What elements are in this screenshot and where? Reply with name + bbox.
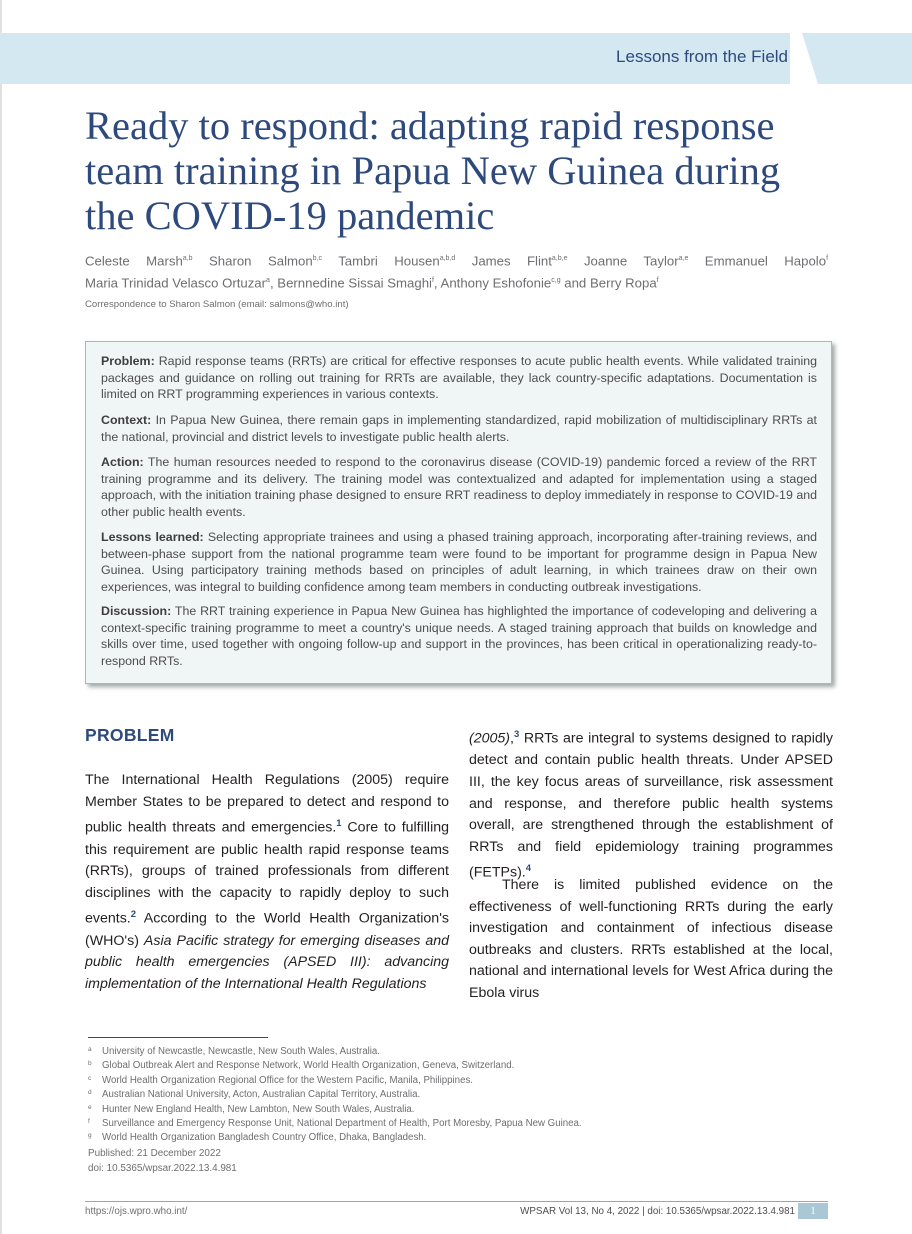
body-column-right xyxy=(469,724,833,885)
abstract-context xyxy=(101,412,817,445)
citation-ref[interactable]: 2 xyxy=(130,909,137,921)
abstract-action xyxy=(101,454,817,520)
body-italic: (2005) xyxy=(469,730,511,747)
footnote-text: World Health Organization Regional Office for the Western Pacific, Manila, Philippines. xyxy=(102,1074,473,1086)
footnote xyxy=(88,1088,788,1102)
author: Emmanuel Hapolo xyxy=(704,253,827,269)
footer-url-link[interactable]: https://ojs.wpro.who.int/ xyxy=(85,1206,188,1217)
footnote-mark: d xyxy=(88,1089,92,1097)
body-italic: Asia Pacific strategy for emerging diseases and public health emergencies (APSED III): advancing implementation of the International Health Regulations xyxy=(85,932,449,992)
author-affiliation: f xyxy=(656,277,659,285)
footnote-text: University of Newcastle, Newcastle, New South Wales, Australia. xyxy=(102,1046,380,1057)
body-text: The International Health Regulations (2005) require Member States to be prepared to detect and respond to public health threats and emergencies. xyxy=(85,772,449,836)
author: Berry Ropa xyxy=(589,275,657,291)
footnote-text: Surveillance and Emergency Response Unit, National Department of Health, Port Moresby, Papua New Guinea. xyxy=(102,1118,582,1130)
abstract-label: Context: xyxy=(101,413,152,427)
footnote-mark: f xyxy=(88,1118,90,1126)
footnote-divider xyxy=(88,1037,268,1038)
author: Maria Trinidad Velasco Ortuzar xyxy=(85,275,267,291)
footer-journal-info: WPSAR Vol 13, No 4, 2022 | doi: 10.5365/wpsar.2022.13.4.981 xyxy=(520,1206,795,1217)
author-affiliation: b,c xyxy=(312,255,323,262)
body-paragraph: There is limited published evidence on the effectiveness of well-functioning RRTs during the early investigation and containment of infectious disease outbreaks and clusters. RRTs established at the local, national and international levels for West Africa during the Ebola virus xyxy=(469,877,833,1001)
author: Anthony Eshofonie xyxy=(440,275,552,291)
author-affiliation: a,b xyxy=(182,255,193,262)
abstract-text: The RRT training experience in Papua New Guinea has highlighted the importance of codeveloping and delivering a context-specific training programme to meet a country's unique needs. A staged training approach that builds on knowledge and skills over time, used together with ongoing follow-up and support in the provinces, has been critical in operationalizing ready-to-respond RRTs. xyxy=(101,604,818,668)
abstract-label: Discussion: xyxy=(101,604,172,618)
publication-info xyxy=(88,1147,237,1176)
footnote xyxy=(88,1074,788,1088)
footnote xyxy=(88,1131,788,1145)
correspondence-line: Correspondence to Sharon Salmon (email: salmons@who.int) xyxy=(85,299,349,310)
footnote-text: Australian National University, Acton, Australian Capital Territory, Australia. xyxy=(102,1089,421,1101)
citation-ref[interactable]: 3 xyxy=(513,729,520,740)
author: Sharon Salmon xyxy=(208,253,313,269)
abstract-discussion xyxy=(101,603,817,669)
footnote xyxy=(88,1045,788,1059)
page-edge xyxy=(0,0,2,1234)
abstract-text: The human resources needed to respond to the coronavirus disease (COVID-19) pandemic forced a review of the RRT training programme and its delivery. The training model was contextualized and adapted for implementation using a staged approach, with the initiation training phase designed to ensure RRT readiness to deploy immediately in response to COVID-19 and other public health events. xyxy=(101,455,818,519)
author-affiliation: a,b,e xyxy=(551,255,568,262)
citation-ref[interactable]: 4 xyxy=(525,863,532,875)
citation-ref[interactable]: 1 xyxy=(336,818,342,830)
footnote-mark: c xyxy=(88,1074,92,1082)
doi: doi: 10.5365/wpsar.2022.13.4.981 xyxy=(88,1162,237,1174)
author-affiliation: a,e xyxy=(678,255,689,262)
footer-divider xyxy=(85,1201,828,1202)
header-tab-shape xyxy=(790,33,912,84)
author-affiliation: c,g xyxy=(551,277,561,285)
abstract-text: Rapid response teams (RRTs) are critical for effective responses to acute public health events. While validated training packages and guidance on rolling out training for RRTs are available, they lack country-specific adaptations. Documentation is limited on RRT programming experiences in various contexts. xyxy=(101,354,817,402)
author: Bernnedine Sissai Smaghi xyxy=(277,275,432,291)
author: James Flint xyxy=(471,253,552,269)
authors-joiner: and xyxy=(564,275,587,291)
footnote xyxy=(88,1117,788,1131)
published-date: Published: 21 December 2022 xyxy=(88,1148,221,1159)
footnote xyxy=(88,1103,788,1117)
author: Tambri Housen xyxy=(338,253,440,269)
footnote xyxy=(88,1059,788,1073)
body-text: RRTs are integral to systems designed to rapidly detect and contain public health threats. Under APSED III, the key focus areas of surveillance, risk assessment and response, and therefore public health systems overall, are strengthened through the establishment of RRTs and field epidemiology training programmes (FETPs). xyxy=(469,730,833,882)
article-title: Ready to respond: adapting rapid response team training in Papua New Guinea during the COVID-19 pandemic xyxy=(85,103,781,238)
abstract-label: Problem: xyxy=(101,354,155,368)
author-list: Celeste Marsh$^{a,b}$ Sharon Salmon$^{b,c}$ Tambri Housen$^{a,b,d}$ James Flint$^{a,b,e}$ Joanne Taylor$^{a,e}$ Emmanuel Hapolo$^f$ Maria Trinidad Velasco Ortuzar$^a$, Bernnedine Sissai Smaghi$^f$, Anthony Eshofonie$^{c,g}$ and Berry Ropa$^f$ xyxy=(85,253,829,291)
footnote-text: World Health Organization Bangladesh Country Office, Dhaka, Bangladesh. xyxy=(102,1132,427,1144)
footnote-mark: g xyxy=(88,1132,92,1140)
abstract-label: Lessons learned: xyxy=(101,530,204,544)
author-affiliation: f xyxy=(826,255,829,262)
body-text: Core to fulfilling this requirement are public health rapid response teams (RRTs), groups of trained professionals from different disciplines with the capacity to rapidly deploy to such events. xyxy=(85,819,450,928)
body-text: According to the World Health Organization's (WHO's) xyxy=(85,911,449,949)
author-affiliation: f xyxy=(431,277,434,285)
author: Celeste Marsh xyxy=(85,253,183,269)
body-column-left xyxy=(85,770,449,995)
abstract-text: Selecting appropriate trainees and using a phased training approach, incorporating after-training reviews, and between-phase support from the national programme team were found to be important for programme design in Papua New Guinea. Using participatory training methods based on principles of adult learning, in which trainees draw on their own experiences, was integral to building confidence among team members in conducting outbreak investigations. xyxy=(101,530,817,594)
author-affiliation: a,b,d xyxy=(439,255,456,262)
author: Joanne Taylor xyxy=(583,253,679,269)
section-label: Lessons from the Field xyxy=(616,47,788,66)
footnote-mark: a xyxy=(88,1046,92,1053)
abstract-problem xyxy=(101,353,817,403)
footnote-mark: e xyxy=(88,1103,92,1111)
abstract-text: In Papua New Guinea, there remain gaps in implementing standardized, rapid mobilization of multidisciplinary RRTs at the national, provincial and district levels to investigate public health alerts. xyxy=(101,413,817,444)
footnote-text: Global Outbreak Alert and Response Network, World Health Organization, Geneva, Switzerland. xyxy=(102,1060,515,1072)
footnote-text: Hunter New England Health, New Lambton, New South Wales, Australia. xyxy=(102,1103,415,1115)
abstract-label: Action: xyxy=(101,455,144,469)
page-number: 1 xyxy=(798,1203,828,1219)
affiliation-footnotes xyxy=(88,1045,788,1146)
author-affiliation: a xyxy=(266,277,270,285)
section-heading: PROBLEM xyxy=(85,725,175,745)
body-text: , xyxy=(510,730,514,747)
abstract-lessons xyxy=(101,529,817,595)
footnote-mark: b xyxy=(88,1060,92,1068)
